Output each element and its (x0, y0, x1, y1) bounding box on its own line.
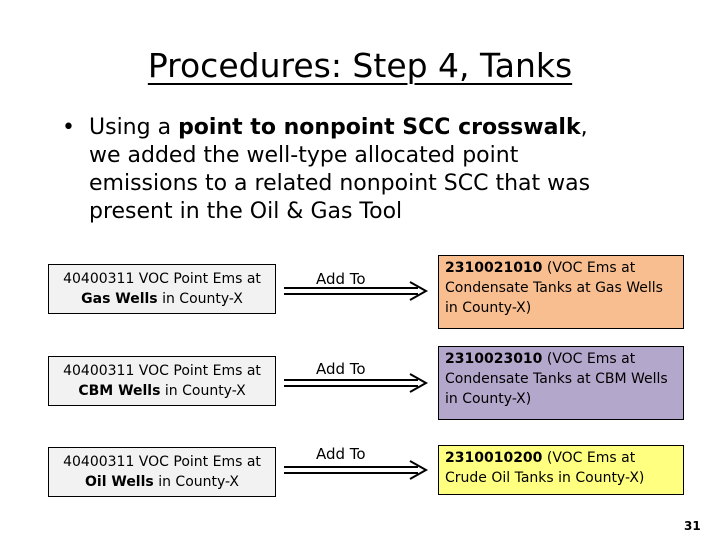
source-scc-code: 40400311 (63, 271, 135, 287)
add-to-label: Add To (316, 360, 366, 378)
source-scc-pre: VOC Point Ems at (134, 363, 261, 379)
target-scc-box-condensate-gas (438, 255, 684, 329)
source-scc-well-type: Gas Wells (81, 291, 158, 307)
bullet-text (89, 114, 624, 226)
double-right-arrow-icon (284, 372, 432, 394)
page-number: 31 (684, 519, 701, 533)
slide-title (0, 44, 720, 88)
double-right-arrow-icon (284, 280, 432, 302)
source-scc-box-cbm (48, 356, 276, 406)
add-to-label: Add To (316, 270, 366, 288)
target-scc-code: 2310023010 (445, 351, 543, 367)
source-scc-post: in County-X (157, 291, 243, 307)
target-scc-description: (VOC Ems at Condensate Tanks at CBM Wells in County-X) (445, 351, 668, 407)
add-to-label: Add To (316, 445, 366, 463)
source-scc-code: 40400311 (63, 454, 135, 470)
target-scc-box-condensate-cbm (438, 346, 684, 420)
source-scc-pre: VOC Point Ems at (134, 271, 261, 287)
target-scc-code: 2310021010 (445, 260, 543, 276)
double-right-arrow-icon (284, 459, 432, 481)
target-scc-code: 2310010200 (445, 450, 543, 466)
source-scc-box-gas (48, 264, 276, 314)
slide-title-text: Procedures: Step 4, Tanks (147, 46, 573, 85)
target-scc-description: (VOC Ems at Crude Oil Tanks in County-X) (445, 450, 645, 486)
source-scc-well-type: CBM Wells (78, 383, 161, 399)
bullet-text-bold: point to nonpoint SCC crosswalk (178, 115, 581, 140)
source-scc-box-oil (48, 447, 276, 497)
target-scc-description: (VOC Ems at Condensate Tanks at Gas Wells in County-X) (445, 260, 663, 316)
source-scc-pre: VOC Point Ems at (134, 454, 261, 470)
source-scc-post: in County-X (153, 474, 239, 490)
bullet-symbol: • (62, 115, 75, 140)
target-scc-box-crude-oil (438, 445, 684, 495)
source-scc-code: 40400311 (63, 363, 135, 379)
source-scc-post: in County-X (160, 383, 246, 399)
bullet-text-post: , we added the well-type allocated point emissions to a related nonpoint SCC that was present in the Oil & Gas Tool (89, 115, 591, 224)
bullet-text-pre: Using a (89, 115, 179, 140)
source-scc-well-type: Oil Wells (85, 474, 154, 490)
